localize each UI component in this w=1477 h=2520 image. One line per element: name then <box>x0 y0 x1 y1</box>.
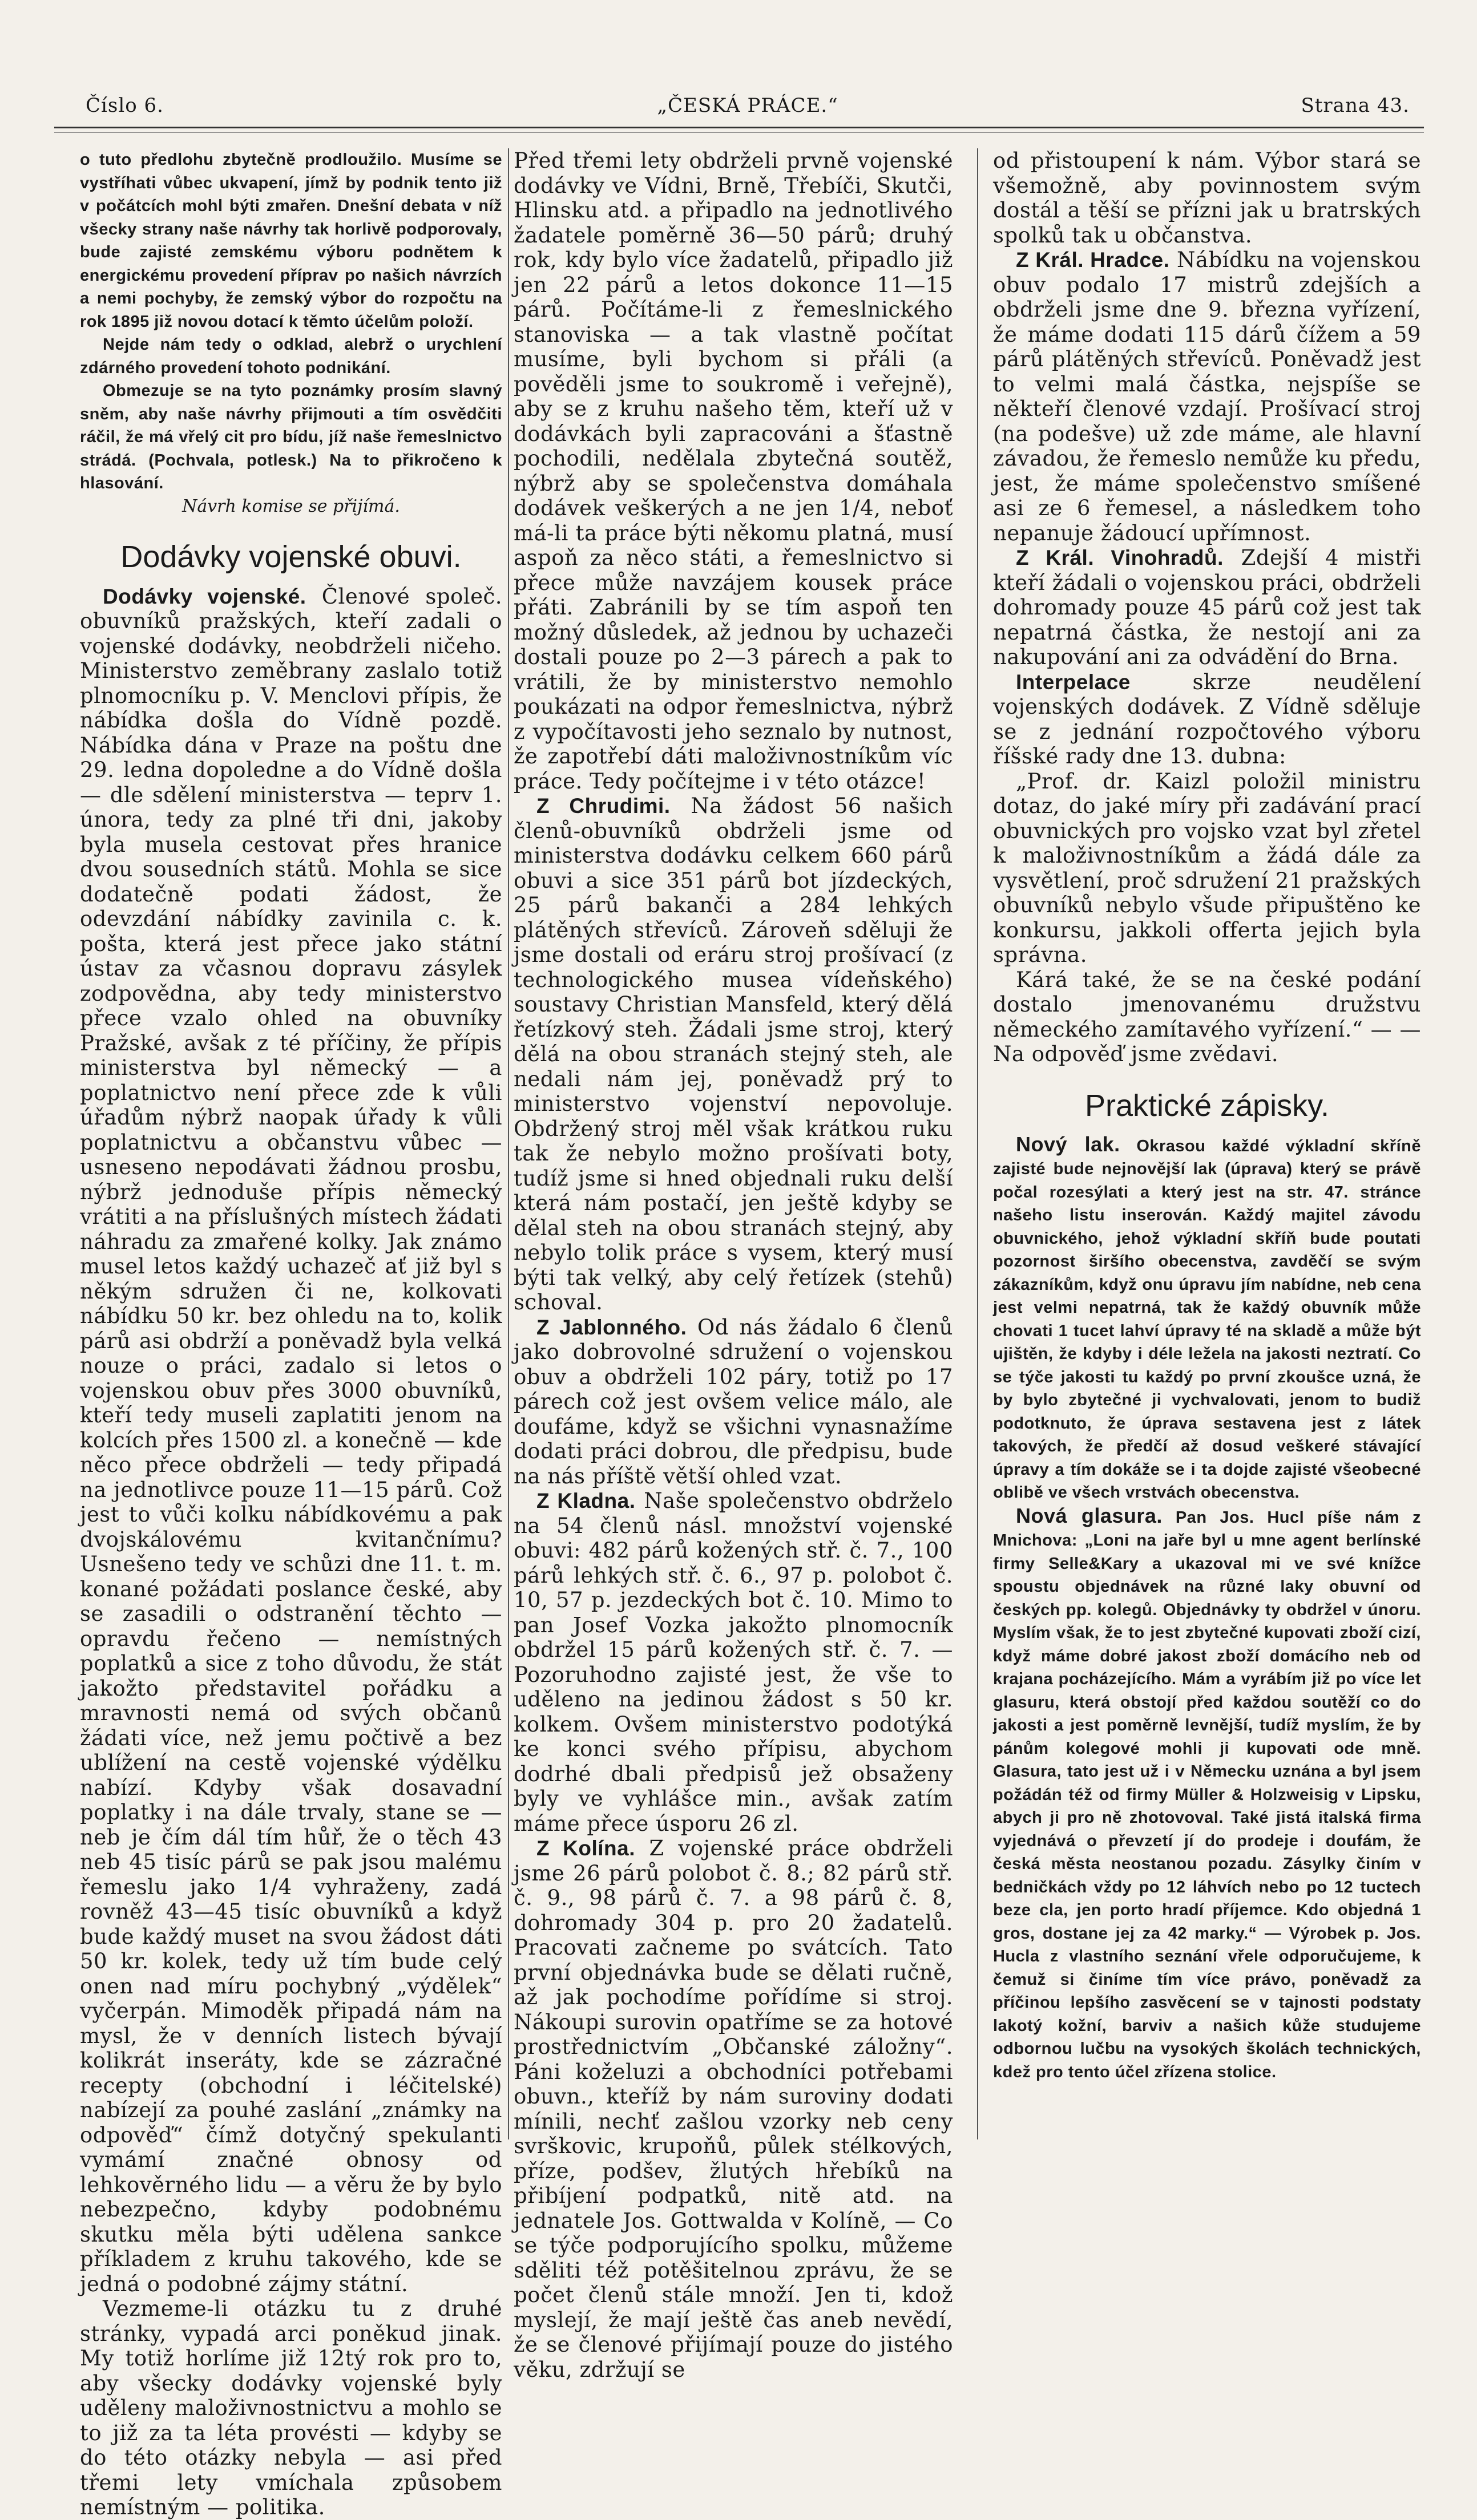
paragraph: Od nás žádalo 6 členů jako dobrovolné sdružení o vojenskou obuv a obdrželi 102 páry, totiž po 17 párech což jest ovšem velice málo, ale doufáme, když se všichni vynasnažíme dodati práci dobrou, dle předpisu, bude na nás příště větší ohled vzat. <box>514 1314 954 1488</box>
lead-title: Dodávky vojenské. <box>103 584 306 608</box>
header-rule <box>54 127 1424 128</box>
paragraph: Nábídku na vojenskou obuv podalo 17 mistrů zdejších a obdrželi jsme dne 9. března vyřízení, že máme dodati 115 dárů čížem a 59 párů plátěných střevíců. Poněvadž jest to velmi malá částka, nejspíše se někteří členové vzdají. Prošívací stroj (na podešve) už zde máme, ale hlavní závadou, že řemeslo nemůže ku předu, jest, že máme společenstvo smíšené asi ze 6 řemesel, a následkem toho nepanuje žádoucí upřímnost. <box>993 248 1421 545</box>
paragraph: Zdejší 4 mistři kteří žádali o vojenskou práci, obdrželi dohromady pouze 45 párů což jest tak nepatrná částka, že nestojí ani za nakupování ani za odvádění do Brna. <box>993 545 1422 669</box>
paragraph: o tuto předlohu zbytečně prodloužilo. Musíme se vystříhati vůbec ukvapení, jímž by podnik tento již v počátcích mohl býti zmařen. Dnešní debata v níž všecky strany naše návrhy tak horlivě podporovaly, bude zajisté zemskému výboru podnětem k energickému provedení příprav po našich návrzích a nemi pochyby, že zemský výbor do rozpočtu na rok 1895 již novou dotací k těmto účelům položí. <box>80 151 502 331</box>
paragraph: Kárá také, že se na české podání dostalo jmenovanému družstvu německého zamítavého vyřízení.“ — — Na odpověď jsme zvědavi. <box>993 967 1421 1066</box>
paragraph: Obmezuje se na tyto poznámky prosím slavný sněm, aby naše návrhy přijmouti a tím osvědčiti ráčil, že má vřelý cit pro bídu, jíž naše řemeslnictvo strádá. (Pochvala, potlesk.) Na to přikročeno k hlasování. <box>80 382 502 492</box>
section-heading: Praktické zápisky. <box>1084 1088 1330 1123</box>
paragraph: Členové společ. obuvníků pražských, kteří zadali o vojenské dodávky, neobdrželi ničeho. Ministerstvo zeměbrany zaslalo totiž plnomocníku p. V. Menclovi přípis, že nábídka došla do Vídně pozdě. Nábídka dána v Praze na poštu dne 29. ledna dopoledne a do Vídně došla — dle sdělení ministerstva — teprv 1. února, tedy za plné tři dni, jakoby byla musela cestovat přes hranice dvou sousedních států. Mohla se sice dodatečně podati žádost, že odevzdání nábídky zavinila c. k. pošta, která jest přece jako státní ústav za včasnou dopravu zásylek zodpovědna, aby tedy ministerstvo přece vzalo ohled na obuvníky Pražské, avšak z té příčiny, že přípis ministerstva byl německý — a poplatnictvo není přece zde k vůli úřadům nýbrž naopak úřady k vůli poplatnictvu a občanstvu vůbec — usneseno nepodávati žádnou prosbu, nýbrž jednoduše přípis německý vrátiti a na příslušných místech žádati náhradu za zmařené kolky. Jak známo musel letos každý uchazeč ať již byl s někým sdružen či ne, kolkovati nábídku 50 kr. bez ohledu na to, kolik párů asi obdrží a poněvadž byla velká nouze o práci, zadalo si letos o vojenskou obuv přes 3000 obuvníků, kteří tedy museli zaplatiti jenom na kolcích přes 1500 zl. a konečně — kde něco přece obdrželi — tedy připadá na jednotlivce pouze 11—15 párů. Což jest to vůči kolku nábídkovému a pak dvojskálovému kvitančnímu? Usnešeno tedy ve schůzi dne 11. t. m. konané požádati poslance české, aby se zasadili o odstranění těchto — opravdu řečeno — nemístných poplatků a sice z toho důvodu, že stát jakožto představitel pořádku a mravnosti nemá od svých občanů žádati více, než jemu počtivě a bez ublížení na cestě vojenské výdělku nabízí. Kdyby však dosavadní poplatky i na dále trvaly, stane se — neb je čím dál tím hůř, že o těch 43 neb 45 tisíc párů se pak jsou malému řemeslu jako 1/4 vyhraženy, zadá rovněž 43—45 tisíc obuvníků a když bude každý muset na svou žádost dáti 50 kr. kolek, tedy už tím bude celý onen nad míru pochybný „výdělek“ vyčerpán. Mimoděk připadá nám na mysl, že v denních listech bývají kolikrát inseráty, kde se zázračné recepty (obchodní i léčitelské) nabízejí za pouhé zaslání „známky na odpověď“ čímž dotyčný spekulanti vymámí značné obnosy od lehkověrného lidu — a věru že by bylo nebezpečno, kdyby podobnému skutku měla býti udělena sankce příkladem z kruhu takového, kde se jedná o podobné zájmy státní. <box>80 584 502 2296</box>
column-divider <box>508 148 509 2139</box>
lead-title: Nová glasura. <box>1016 1503 1163 1527</box>
paragraph: Vezmeme-li otázku tu z druhé stránky, vypadá arci poněkud jinak. My totiž horlíme již 12tý rok pro to, aby všecky dodávky vojenské byly uděleny maloživnostnictvu a mohlo se to již za ta léta provésti — kdyby se do této otázky nebyla — asi před třemi lety vmíchala způsobem nemístným — politika. <box>80 2296 502 2519</box>
page-number: Strana 43. <box>1301 94 1410 117</box>
newspaper-title: „ČESKÁ PRÁCE.“ <box>657 94 838 117</box>
lead-title: Z Král. Vinohradů. <box>1016 546 1224 569</box>
paragraph: Okrasou každé výkladní skříně zajisté bude nejnovější lak (úprava) který se právě počal rozesýlati a který jest na str. 47. stránce našeho listu inserován. Každý majitel závodu obuvnického, jehož výkladní skříň bude poutati pozornost širšího obecenstva, zavděčí se svým zákazníkům, když onu úpravu jím nabídne, neb cena jest velmi nepatrná, tak že každý obuvník může chovati 1 tucet lahví úpravy té na skladě a může být ujištěn, že kdyby i déle ležela na jakosti neztratí. Co se týče jakosti tu každý po první zkoušce uzná, že by bylo zbytečné ji vychvalovati, jenom to budiž podotknuto, že úprava sestavena jest z látek takových, že předčí až dosud veškeré stávající úpravy a tím dokáže se i ta dojde zajisté všeobecné oblibě ve všech vrstvách obecenstva. <box>993 1136 1421 1502</box>
paragraph: „Prof. dr. Kaizl položil ministru dotaz, do jaké míry při zadávání prací obuvnických pro vojsko vzat byl zřetel k maloživnostníkům a žádá dále za vysvětlení, proč sdružení 21 pražských obuvníků nebylo všude připuštěno ke konkursu, jakkoli offerta jejich byla správna. <box>993 768 1421 967</box>
column-divider <box>977 148 978 2139</box>
paragraph: Nejde nám tedy o odklad, alebrž o urychlení zdárného provedení tohoto podnikání. <box>80 335 502 377</box>
issue-number: Číslo 6. <box>86 94 164 117</box>
lead-title: Interpelace <box>1016 670 1131 694</box>
header-rule-thin <box>54 132 1424 133</box>
lead-title: Z Chrudimi. <box>536 794 671 818</box>
lead-title: Z Kladna. <box>536 1489 636 1512</box>
lead-title: Nový lak. <box>1016 1132 1120 1156</box>
paragraph: Z vojenské práce obdrželi jsme 26 párů polobot č. 8.; 82 párů stř. č. 9., 98 párů č. 7. a 98 párů č. 8, dohromady 304 p. pro 20 žadatelů. Pracovati začneme po svátcích. Tato první objednávka bude se dělati ručně, až jak pochodíme pořídíme si stroj. Nákoupi surovin opatříme se za hotové prostřednictvím „Občanské záložny“. Páni koželuzi a obchodníci potřebami obuvn., kteříž by nám suroviny dodati mínili, nechť zašlou vzorky neb ceny svrškovic, krupoňů, půlek stélkových, příze, podšev, žlutých hřebíků na přibíjení podpatků, nitě atd. na jednatele Jos. Gottwalda v Kolíně, — Co se týče podporujícího spolku, můžeme sděliti též potěšitelnou zprávu, že se počet členů stále množí. Jen ti, kdož myslejí, že mají ještě čas aneb nevědí, že se členové přijímají pouze do jistého věku, zdržují se <box>514 1836 953 2382</box>
paragraph: Na žádost 56 našich členů-obuvníků obdrželi jsme od ministerstva dodávku celkem 660 párů obuvi a sice 351 párů bot jízdeckých, 25 párů bakanči a 284 lehkých plátěných střevíců. Zároveň sděluji že jsme dostali od eráru stroj prošívací (z technologického musea vídeňského) soustavy Christian Mansfeld, který dělá řetízkový steh. Žádali jsme stroj, který dělá na obou stranách stejný steh, ale nedali nám jej, poněvadž prý to ministerstvo vojenství nepovoluje. Obdržený stroj měl však krátkou ruku tak že nebylo možno prošívati boty, tudíž jsme si hned objednali ruku delší která nám postačí, jen ještě kdyby se dělal steh na obou stranách stejný, aby nebylo tolik práce s vysem, který musí býti tak velký, aby celý řetízek (stehů) schoval. <box>514 794 953 1314</box>
paragraph: skrze neudělení vojenských dodávek. Z Vídně sděluje se z jednání rozpočtového výboru říšské rady dne 13. dubna: <box>993 669 1422 768</box>
column-1 <box>80 148 502 2519</box>
lead-title: Z Kolína. <box>536 1837 635 1860</box>
caption: Návrh komise se přijímá. <box>182 496 400 516</box>
page-header <box>86 94 1410 128</box>
paragraph: Před třemi lety obdrželi prvně vojenské dodávky ve Vídni, Brně, Třebíči, Skutči, Hlinsku atd. a připadlo na jednotlivého žadatele poměrně 36—50 párů; druhý rok, kdy bylo více žadatelů, připadlo již jen 22 párů a letos dokonce 11—15 párů. Počítáme-li z řemeslnického stanoviska — a tak vlastně počítat musíme, byli bychom si přáli (a pověděli jsme to soukromě i veřejně), aby se z kruhu našeho těm, kteří už v dodávkách byli zapracováni a šťastně pochodili, nedělala zbytečná soutěž, nýbrž aby se společenstva domáhala dodávek veškerých a ne jen 1/4, neboť má-li ta práce býti někomu platná, musí aspoň za něco státi, a řemeslnictvo si přece může navzájem kousek práce přáti. Zabránili by se tím aspoň ten možný důsledek, až jednou by uchazeči dostali pouze po 2—3 párech a pak to vrátili, že by ministerstvo nemohlo poukázati na odpor řemeslnictva, nýbrž z vypočítavosti jeho seznalo by nutnost, že zapotřebí dáti maloživnostníkům víc práce. Tedy počítejme i v této otázce! <box>514 148 953 794</box>
section-heading: Dodávky vojenské obuvi. <box>120 539 462 574</box>
lead-title: Z Jablonného. <box>536 1315 687 1339</box>
lead-title: Z Král. Hradce. <box>1016 248 1170 272</box>
paragraph: Naše společenstvo obdrželo na 54 členů násl. množství vojenské obuvi: 482 párů kožených stř. č. 7., 100 párů lehkých stř. č. 6., 97 p. polobot č. 10, 57 p. jezdeckých bot č. 10. Mimo to pan Josef Vozka jakožto plnomocník obdržel 15 párů kožených stř. č. 7. — Pozoruhodno zajisté jest, že vše to uděleno na jedinou žádost s 50 kr. kolkem. Ovšem ministerstvo podotýká ke konci svého přípisu, abychom dodrhé dbali předpisů jež obsaženy byly ve vyhlášce min., avšak zatím máme přece úsporu 26 zl. <box>514 1488 953 1836</box>
column-2 <box>514 148 954 2382</box>
column-3 <box>993 148 1421 2145</box>
paragraph: Pan Jos. Hucl píše nám z Mnichova: „Loni na jaře byl u mne agent berlínské firmy Selle&Kary a ukazoval mi ve své knížce spoustu objednávek na různé laky obuvní od českých pp. kolegů. Objednávky ty obdržel v únoru. Myslím však, že to jest zbytečné kupovati zboží cizí, když máme dobré jakost zboží domácího neb od krajana pocházejícího. Mám a vyrábím již po více let glasuru, která obstojí před každou soutěží co do jakosti a jest poměrně levnější, tudíž myslím, že by pánům kolegové mohli ji kupovati ode mně. Glasura, tato jest už i v Německu uznána a byl jsem požádán též od firmy Müller & Holzweisig v Lipsku, abych ji pro ně zhotovoval. Také jistá italská firma vyjednává o převzetí jí do prodeje i doufám, že česká města neostanou pozadu. Zásylky činím v bedničkách vždy po 12 láhvích nebo po 12 tuctech beze cla, jen porto hradí příjemce. Kdo objedná 1 gros, dostane jej za 42 marky.“ — Výrobek p. Jos. Hucla z vlastního seznání vřele odporučujeme, k čemuž si činíme tím více právo, poněvadž za příčinou lepšího zasvěcení se v tajnosti podstaty lakotý kožní, barviv a našich kůže studujeme odbornou lučbu na vysokých školách technických, kdež pro tento účel zřízena stolice. <box>993 1508 1422 2081</box>
paragraph: od přistoupení k nám. Výbor stará se všemožně, aby povinnostem svým dostál a těší se přízni jak u bratrských spolků tak u občanstva. <box>993 148 1421 248</box>
